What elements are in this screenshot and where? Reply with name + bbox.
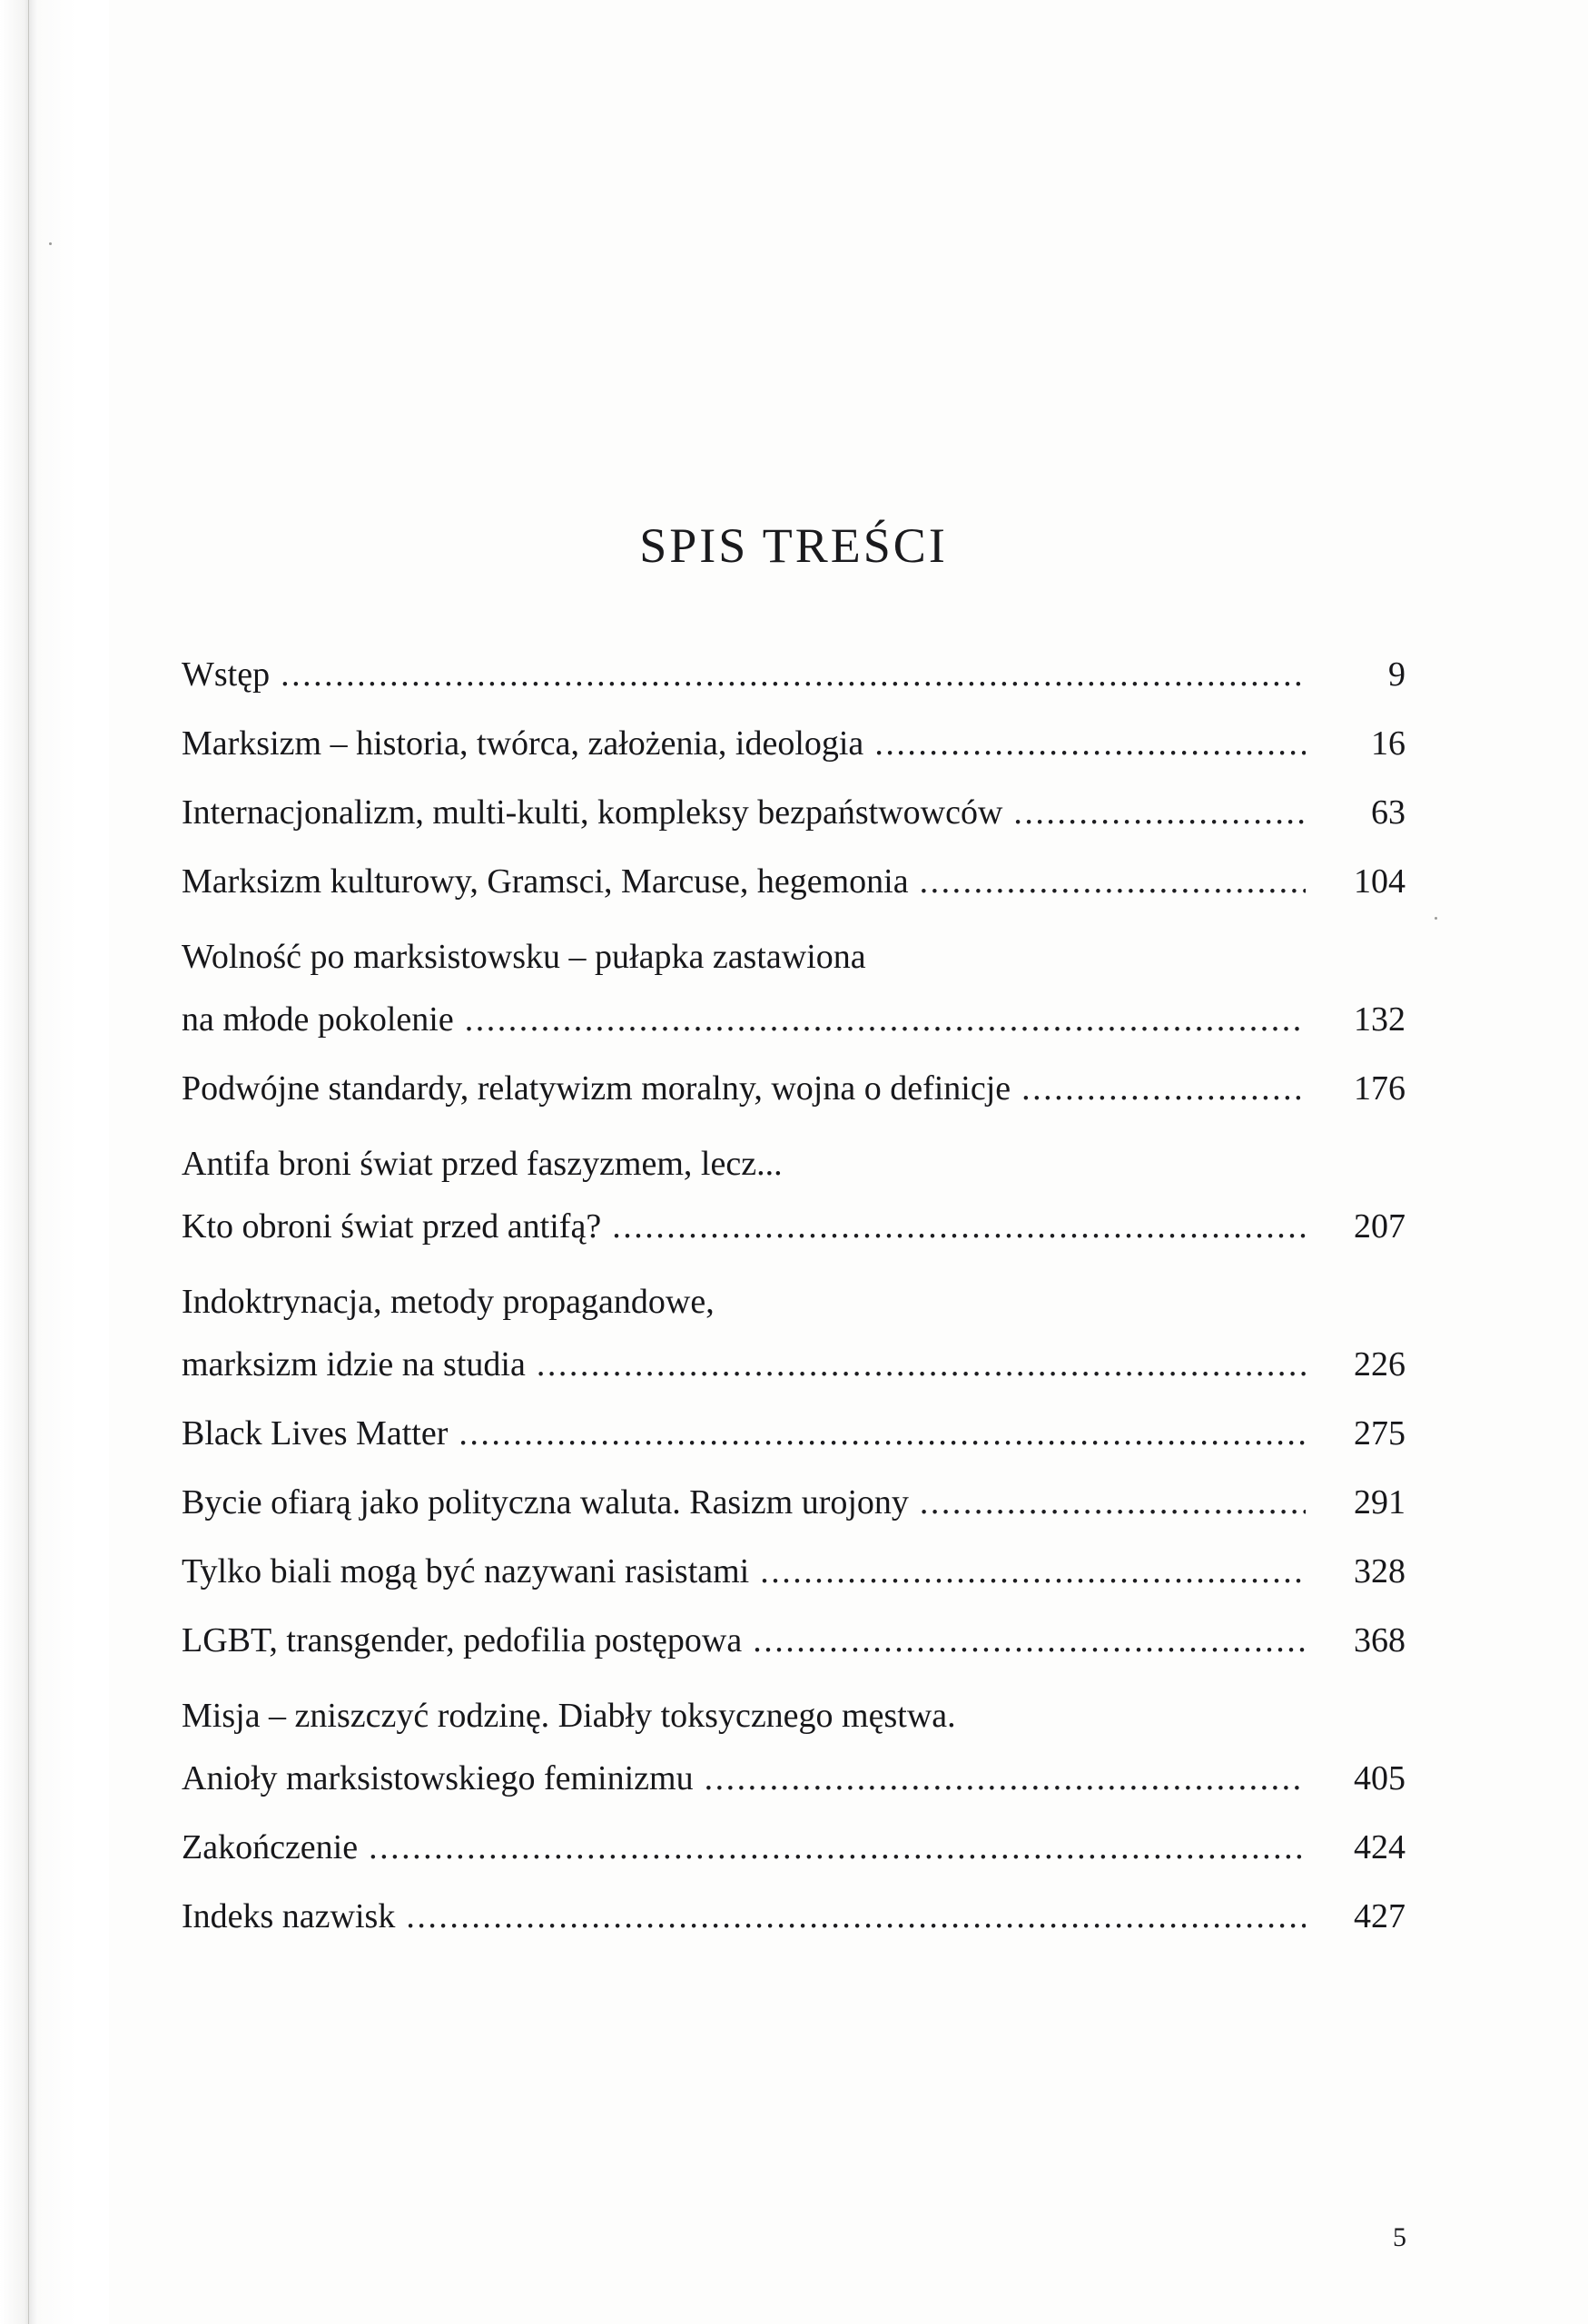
toc-entry-label: LGBT, transgender, pedofilia postępowa (182, 1621, 743, 1659)
toc-dot-leader (1013, 795, 1306, 830)
toc-entry-label: Bycie ofiarą jako polityczna waluta. Rasizm urojony (182, 1483, 909, 1521)
toc-entry-label: Marksizm kulturowy, Gramsci, Marcuse, hegemonia (182, 862, 909, 901)
toc-dot-leader (725, 1278, 1306, 1313)
toc-entry-label: Wolność po marksistowsku – pułapka zastawiona (182, 938, 866, 976)
toc-entry[interactable] (182, 1140, 1406, 1209)
toc-entry-page-number: 424 (1354, 1828, 1406, 1866)
toc-entry-label: Tylko biali mogą być nazywani rasistami (182, 1552, 750, 1590)
toc-entry[interactable] (182, 1692, 1406, 1761)
toc-entry-label: Zakończenie (182, 1828, 359, 1866)
scan-edge-line (28, 0, 29, 2324)
toc-entry-page-number: 9 (1388, 655, 1406, 694)
toc-entry[interactable] (182, 1485, 1406, 1554)
toc-dot-leader (877, 933, 1306, 968)
toc-entry[interactable] (182, 1761, 1406, 1830)
toc-entry[interactable] (182, 933, 1406, 1002)
toc-entry[interactable] (182, 795, 1406, 864)
toc-entry-label: Black Lives Matter (182, 1414, 449, 1452)
toc-entry-page-number: 328 (1354, 1552, 1406, 1590)
toc-entry-page-number: 368 (1354, 1621, 1406, 1659)
toc-entry[interactable] (182, 864, 1406, 933)
toc-entry-label: marksizm idzie na studia (182, 1345, 526, 1384)
toc-dot-leader (753, 1623, 1306, 1658)
toc-entry-label: Antifa broni świat przed faszyzmem, lecz... (182, 1145, 783, 1183)
scan-gutter-shadow (0, 0, 109, 2324)
toc-dot-leader (760, 1554, 1306, 1589)
toc-entry-label: Kto obroni świat przed antifą? (182, 1207, 602, 1246)
toc-entry-page-number: 226 (1354, 1345, 1406, 1384)
toc-entry-page-number: 132 (1354, 1000, 1406, 1039)
page-folio-number: 5 (1393, 2222, 1406, 2252)
toc-dot-leader (874, 726, 1306, 761)
toc-dot-leader (537, 1347, 1306, 1382)
scan-speck (1435, 917, 1437, 920)
toc-dot-leader (406, 1899, 1306, 1934)
toc-entry-page-number: 176 (1354, 1069, 1406, 1108)
toc-dot-leader (705, 1761, 1306, 1796)
toc-dot-leader (920, 864, 1306, 899)
toc-entry-page-number: 275 (1354, 1414, 1406, 1452)
toc-entry[interactable] (182, 1209, 1406, 1278)
toc-entry[interactable] (182, 1278, 1406, 1347)
toc-entry-label: Indoktrynacja, metody propagandowe, (182, 1283, 715, 1321)
toc-entry[interactable] (182, 1002, 1406, 1071)
toc-dot-leader (612, 1209, 1306, 1244)
toc-list (182, 574, 1406, 1968)
page-title: SPIS TREŚCI (639, 518, 948, 573)
toc-entry-page-number: 405 (1354, 1759, 1406, 1797)
toc-entry-label: Podwójne standardy, relatywizm moralny, wojna o definicje (182, 1069, 1011, 1108)
toc-entry[interactable] (182, 1554, 1406, 1623)
toc-entry[interactable] (182, 1899, 1406, 1968)
toc-entry[interactable] (182, 1071, 1406, 1140)
toc-entry-label: na młode pokolenie (182, 1000, 454, 1039)
toc-dot-leader (1021, 1071, 1306, 1106)
toc-entry-page-number: 207 (1354, 1207, 1406, 1246)
toc-entry-page-number: 16 (1371, 724, 1406, 763)
toc-dot-leader (465, 1002, 1306, 1037)
toc-dot-leader (459, 1416, 1306, 1451)
toc-dot-leader (369, 1830, 1306, 1865)
toc-dot-leader (794, 1140, 1306, 1175)
toc-entry-label: Wstęp (182, 655, 271, 694)
toc-entry[interactable] (182, 1830, 1406, 1899)
toc-entry-page-number: 291 (1354, 1483, 1406, 1521)
toc-entry-page-number: 104 (1354, 862, 1406, 901)
toc-entry-label: Marksizm – historia, twórca, założenia, ideologia (182, 724, 864, 763)
toc-entry[interactable] (182, 657, 1406, 726)
toc-entry[interactable] (182, 1623, 1406, 1692)
toc-dot-leader (967, 1692, 1306, 1727)
toc-dot-leader (281, 657, 1306, 692)
toc-entry-label: Indeks nazwisk (182, 1897, 396, 1935)
toc-content (182, 0, 1406, 1968)
toc-entry-label: Anioły marksistowskiego feminizmu (182, 1759, 694, 1797)
toc-entry-label: Internacjonalizm, multi-kulti, kompleksy bezpaństwowców (182, 793, 1003, 832)
toc-entry[interactable] (182, 1416, 1406, 1485)
toc-entry-page-number: 63 (1371, 793, 1406, 832)
toc-dot-leader (920, 1485, 1306, 1520)
toc-entry-page-number: 427 (1354, 1897, 1406, 1935)
toc-entry[interactable] (182, 1347, 1406, 1416)
toc-entry-label: Misja – zniszczyć rodzinę. Diabły toksycznego męstwa. (182, 1697, 956, 1735)
scan-speck (49, 242, 52, 245)
toc-entry[interactable] (182, 726, 1406, 795)
